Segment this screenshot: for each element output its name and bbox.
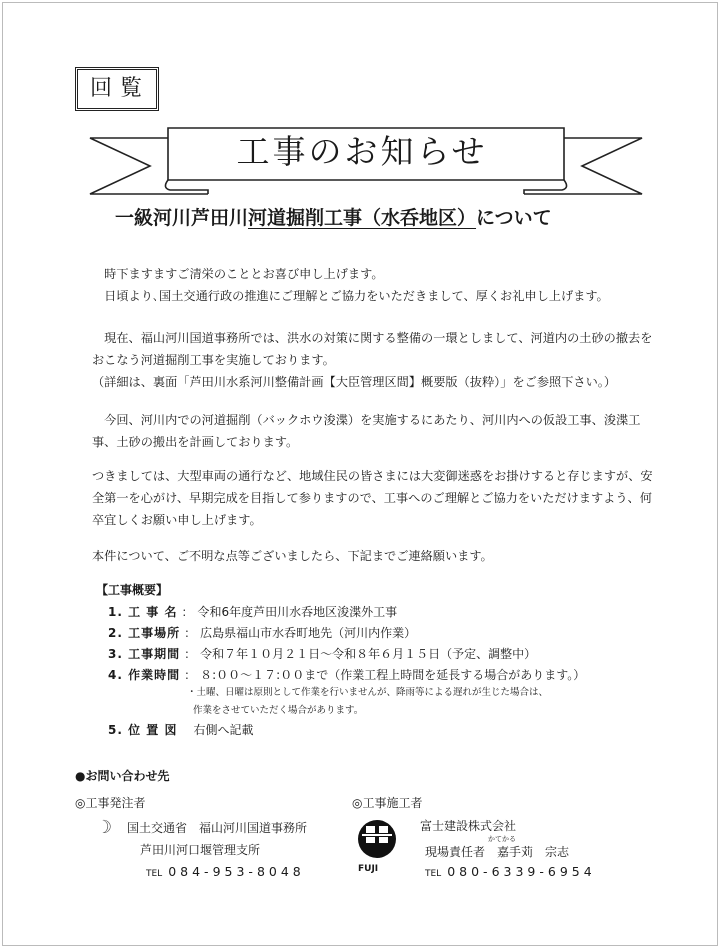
- overview-item: [108, 604, 397, 620]
- item-label: 5. 位 置 図: [108, 723, 178, 737]
- item-value: 令和７年１０月２１日～令和８年６月１５日（予定、調整中）: [200, 647, 537, 661]
- manager-role: 現場責任者: [425, 845, 486, 859]
- fuji-logo-icon: [356, 818, 398, 860]
- body-line: おこなう河道掘削工事を実施しております。: [92, 353, 335, 367]
- item-label: 2. 工事場所: [108, 626, 181, 640]
- body-line: つきましては、大型車両の通行など、地域住民の皆さまには大変御迷惑をお掛けすると存じますが、安: [92, 469, 653, 483]
- overview-note: 作業をさせていただく場合があります。: [193, 705, 364, 716]
- manager-name: 嘉手苅 宗志: [497, 845, 570, 859]
- client-branch: 芦田川河口堰管理支所: [140, 843, 261, 857]
- item-colon: ：: [184, 647, 197, 661]
- contractor-phone: [425, 864, 596, 882]
- subtitle-prefix: 一級河川芦田川: [115, 207, 249, 229]
- body-line: 卒宜しくお願い申し上げます。: [92, 513, 262, 527]
- client-heading: ◎工事発注者: [75, 796, 146, 810]
- client-phone: [146, 864, 305, 882]
- body-line: （詳細は、裏面「芦田川水系河川整備計画【大臣管理区間】概要版（抜粋）」をご参照下さい。）: [92, 375, 617, 389]
- overview-note: ・土曜、日曜は原則として作業を行いませんが、降雨等による遅れが生じた場合は、: [187, 687, 549, 698]
- item-colon: ：: [184, 668, 197, 682]
- body-line: 現在、福山河川国道事務所では、洪水の対策に関する整備の一環としまして、河道内の土砂の撤去を: [92, 331, 653, 345]
- client-org: 国土交通省 福山河川国道事務所: [127, 821, 308, 835]
- item-value: 広島県福山市水呑町地先（河川内作業）: [200, 626, 417, 640]
- contractor-heading: ◎工事施工者: [352, 796, 423, 810]
- item-colon: ：: [184, 626, 197, 640]
- tel-number: 080-6339-6954: [447, 864, 596, 879]
- body-line: 全第一を心がけ、早期完成を目指して参りますので、工事へのご理解とご協力をいただけますよう、何: [92, 491, 652, 505]
- subtitle-suffix: について: [476, 207, 552, 229]
- item-label: 4. 作業時間: [108, 668, 181, 682]
- subtitle-underlined: 河道掘削工事（水呑地区）: [248, 207, 477, 229]
- body-line: 事、土砂の搬出を計画しております。: [92, 435, 299, 449]
- item-value: 令和6年度芦田川水呑地区浚渫外工事: [197, 605, 398, 619]
- item-label: 1. 工 事 名: [108, 605, 178, 619]
- body-line: 日頃より､国土交通行政の推進にご理解とご協力をいただきまして、厚くお礼申し上げます。: [92, 289, 609, 303]
- name-ruby: かてかる: [488, 835, 516, 843]
- item-value: ８:００～１７:００まで（作業工程上時間を延長する場合があります。）: [200, 668, 586, 682]
- item-colon: ：: [181, 605, 194, 619]
- tel-label: TEL: [425, 869, 442, 879]
- overview-item: [108, 646, 536, 662]
- overview-item: [108, 722, 253, 738]
- body-line: 時下ますますご清栄のこととお喜び申し上げます。: [92, 267, 384, 281]
- item-value: 右側へ記載: [193, 723, 254, 737]
- tel-number: 084-953-8048: [168, 864, 305, 879]
- tel-label: TEL: [146, 869, 163, 879]
- circulation-stamp: 回覧: [75, 67, 159, 111]
- body-line: 本件について、ご不明な点等ございましたら、下記までご連絡願います。: [92, 549, 493, 563]
- fuji-logo-text: FUJI: [358, 864, 379, 874]
- body-line: 今回、河川内での河道掘削（バックホウ浚渫）を実施するにあたり、河川内への仮設工事、浚渫工: [92, 413, 641, 427]
- contractor-manager: [425, 844, 569, 860]
- overview-heading: 【工事概要】: [96, 583, 169, 597]
- banner-title: 工事のお知らせ: [236, 132, 488, 171]
- overview-item: [108, 625, 416, 641]
- overview-item: [108, 667, 585, 683]
- document-subtitle: [115, 205, 552, 231]
- mlit-logo-icon: ☽: [96, 817, 113, 838]
- item-label: 3. 工事期間: [108, 647, 181, 661]
- contractor-company: 富士建設株式会社: [420, 819, 517, 833]
- contact-heading: ●お問い合わせ先: [75, 769, 170, 783]
